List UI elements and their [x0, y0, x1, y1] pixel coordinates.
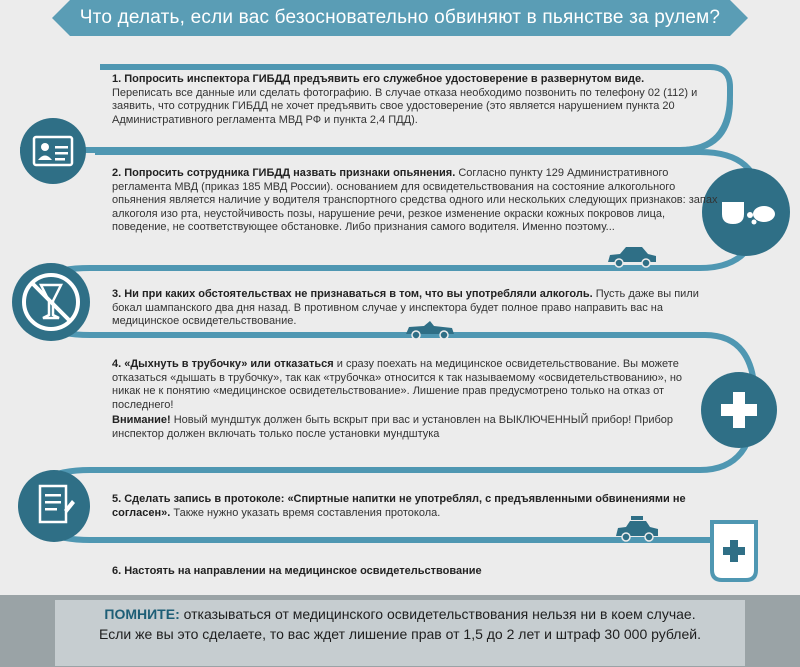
step-4-text: и сразу поехать на медицинское освидетельствование. Вы можете отказаться «дышать в трубочку», так как «трубочка» относится к так называемому «освидетельствованию», но никак не к понятию «медицинское освидетельствование». Лишение прав предусмотрено только на отказ от последнего! [112, 358, 683, 411]
step-6 [112, 565, 692, 579]
step-3-title: 3. Ни при каких обстоятельствах не признаваться в том, что вы употребляли алкоголь. [112, 288, 593, 300]
no-alcohol-icon [12, 263, 90, 341]
step-3 [112, 288, 712, 329]
id-card-icon [20, 118, 86, 184]
footer-line-1: отказываться от медицинского освидетельствования нельзя ни в коем случае. [179, 606, 696, 622]
medical-cross-icon [701, 372, 777, 448]
step-1 [112, 73, 712, 127]
footer-line-2: Если же вы это сделаете, то вас ждет лишение прав от 1,5 до 2 лет и штраф 30 000 рублей. [99, 626, 701, 642]
footer-notice [55, 600, 745, 666]
document-icon [18, 470, 90, 542]
step-4-title: 4. «Дыхнуть в трубочку» или отказаться [112, 358, 334, 370]
page-title-text: Что делать, если вас безосновательно обвиняют в пьянстве за рулем? [79, 7, 721, 28]
step-4-warning-title: Внимание! [112, 414, 171, 427]
step-6-title: 6. Настоять на направлении на медицинское освидетельствование [112, 565, 482, 577]
step-1-text: Переписать все данные или сделать фотографию. В случае отказа необходимо позвонить по телефону 02 (112) и заявить, что сотрудник ГИБДД не хочет предъявить свое удостоверение (это является нарушением пункта 20 Административного регламента МВД РФ и пункта 2,4 ПДД). [112, 86, 698, 126]
car-icon [606, 244, 658, 268]
step-5-title: 5. Сделать запись в протоколе: «Спиртные напитки не употреблял, с предъявленными обвинениями не согласен». [112, 493, 686, 519]
step-3-text: Пусть даже вы пили бокал шампанского два дня назад. В противном случае у инспектора будет полное право направить вас на медицинское освидетельствование. [112, 288, 699, 328]
step-1-title: 1. Попросить инспектора ГИБДД предъявить его служебное удостоверение в развернутом виде. [112, 73, 645, 85]
step-4-warning-text: Новый мундштук должен быть вскрыт при вас и установлен на ВЫКЛЮЧЕННЫЙ прибор! Прибор инспектор должен включать только после установки мундштука [112, 414, 674, 440]
step-2-title: 2. Попросить сотрудника ГИБДД назвать признаки опьянения. [112, 167, 456, 179]
step-5-text: Также нужно указать время составления протокола. [170, 506, 441, 519]
step-2-text: Согласно пункту 129 Административного регламента МВД (приказ 185 МВД России). основанием для освидетельствования на состояние алкогольного опьянения является наличие у водителя транспортного средства одного или нескольких следующих признаков: запах алкоголя изо рта, неустойчивость позы, нарушение речи, резкое изменение окраски кожных покровов лица, поведение, не соответствующее обстановке. Либо признания самого водителя. Именно поэтому... [112, 167, 718, 234]
step-5 [112, 493, 692, 520]
footer-accent: ПОМНИТЕ: [104, 606, 180, 622]
step-2 [112, 167, 722, 235]
step-4 [112, 358, 692, 442]
medical-bottle-icon [702, 512, 766, 582]
